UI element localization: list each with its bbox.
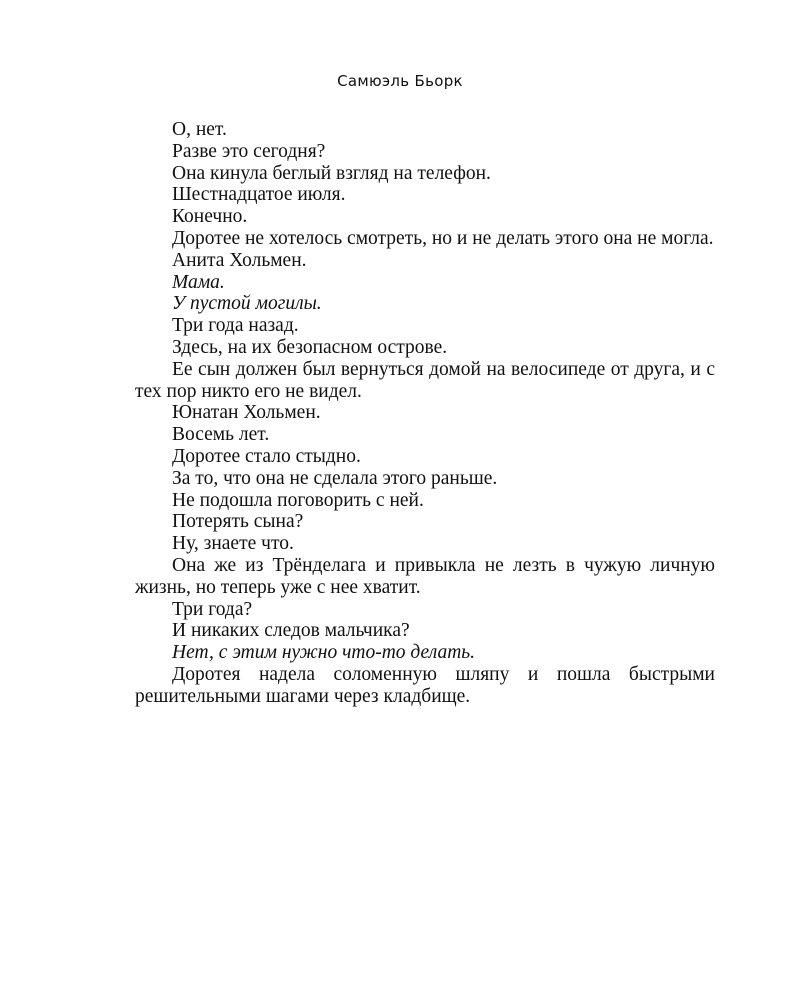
paragraph: Она кинула беглый взгляд на телефон.	[172, 162, 491, 184]
paragraph-italic: У пустой могилы.	[172, 293, 322, 315]
paragraph: Доротея надела соломенную шляпу и пошла быстрыми решительными шагами через кладбище.	[135, 663, 715, 707]
paragraph: Конечно.	[172, 206, 248, 228]
paragraph: Ее сын должен был вернуться домой на велосипеде от друга, и с тех пор никто его не видел.	[135, 358, 715, 402]
body-text	[135, 119, 715, 708]
paragraph: Разве это сегодня?	[172, 140, 326, 162]
paragraph: Доротее стало стыдно.	[172, 445, 361, 467]
paragraph: Три года?	[172, 598, 253, 620]
paragraph: Доротее не хотелось смотреть, но и не делать этого она не могла.	[172, 227, 714, 249]
paragraph: Здесь, на их безопасном острове.	[172, 336, 448, 358]
paragraph: Три года назад.	[172, 315, 299, 337]
paragraph: Она же из Трёнделага и привыкла не лезть в чужую личную жизнь, но теперь уже с нее хватит.	[135, 554, 715, 598]
paragraph: Потерять сына?	[172, 511, 304, 533]
paragraph: Восемь лет.	[172, 424, 270, 446]
paragraph-italic: Нет, с этим нужно что-то делать.	[172, 642, 476, 664]
paragraph: Анита Хольмен.	[172, 249, 307, 271]
paragraph: И никаких следов мальчика?	[172, 620, 410, 642]
paragraph: Юнатан Хольмен.	[172, 402, 321, 424]
paragraph: Не подошла поговорить с ней.	[172, 489, 424, 511]
running-head-author: Самюэль Бьорк	[337, 72, 463, 90]
paragraph: За то, что она не сделала этого раньше.	[172, 467, 498, 489]
paragraph: Шестнадцатое июля.	[172, 184, 346, 206]
paragraph: О, нет.	[172, 119, 227, 140]
paragraph: Ну, знаете что.	[172, 533, 294, 555]
paragraph-italic: Мама.	[172, 271, 225, 293]
